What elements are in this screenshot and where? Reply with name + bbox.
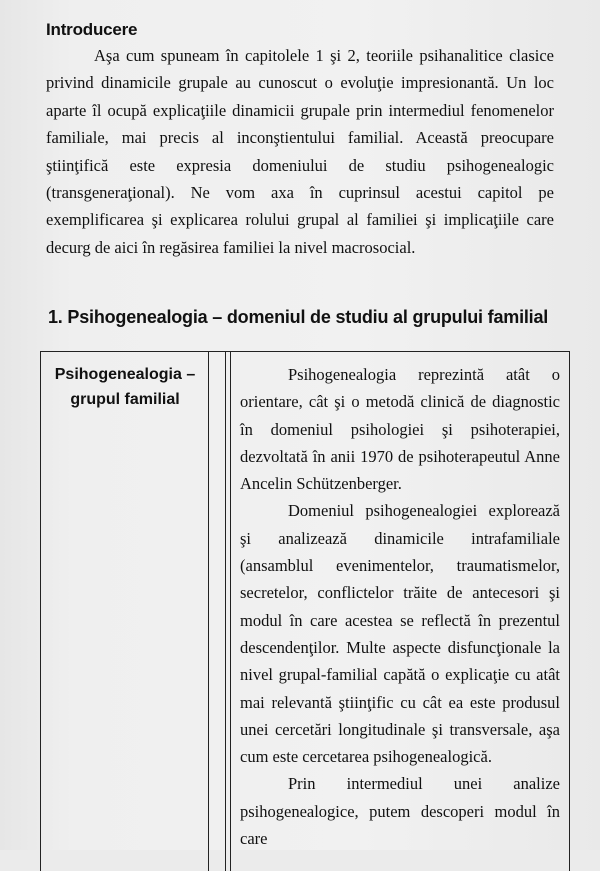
table-divider — [225, 352, 226, 871]
table-paragraph: Psihogenealogia reprezintă atât o orientare, cât şi o metodă clinică de diagnostic în domeniul psihologiei şi psihoterapiei, dezvoltată în anii 1970 de psihoterapeutul Anne Ancelin Schützenberger. — [240, 365, 560, 494]
intro-heading: Introducere — [46, 20, 138, 39]
concept-table — [40, 351, 570, 871]
intro-paragraph: Aşa cum spuneam în capitolele 1 şi 2, teoriile psihanalitice clasice privind dinamicile grupale au cunoscut o evoluţie impresionantă. Un loc aparte îl ocupă explicaţiile dinamicii grupale prin intermediul fenomenelor familiale, mai precis al inconştientului familial. Această preocupare ştiinţifică este expresia domeniului de studiu psihogenealogic (transgeneraţional). Ne vom axa în cuprinsul acestui capitol pe exemplificarea şi explicarea rolului grupal al familiei şi implicaţiile care decurg de aici în regăsirea familiei la nivel macrosocial. — [46, 46, 554, 257]
table-label: Psihogenealogia – grupul familial — [54, 366, 196, 408]
table-paragraph: Domeniul psihogenealogiei explorează şi analizează dinamicile intrafamiliale (ansamblul evenimentelor, traumatismelor, secretelor, conflictelor trăite de antecesori şi modul în care acestea se reflectă în prezentul descendenţilor. Multe aspecte disfuncţionale la nivel grupal-familial capătă o explicaţie cu atât mai relevantă ştiinţific cu cât ea este produsul unei cercetări longitudinale şi transversale, aşa cum este cercetarea psihogenealogică. — [240, 501, 560, 767]
table-body — [240, 361, 560, 852]
table-divider — [208, 352, 209, 871]
table-paragraph: Prin intermediul unei analize psihogenealogice, putem descoperi modul în care — [240, 774, 560, 849]
section-heading: 1. Psihogenealogia – domeniul de studiu al grupului familial — [48, 307, 549, 327]
table-divider — [230, 352, 231, 871]
